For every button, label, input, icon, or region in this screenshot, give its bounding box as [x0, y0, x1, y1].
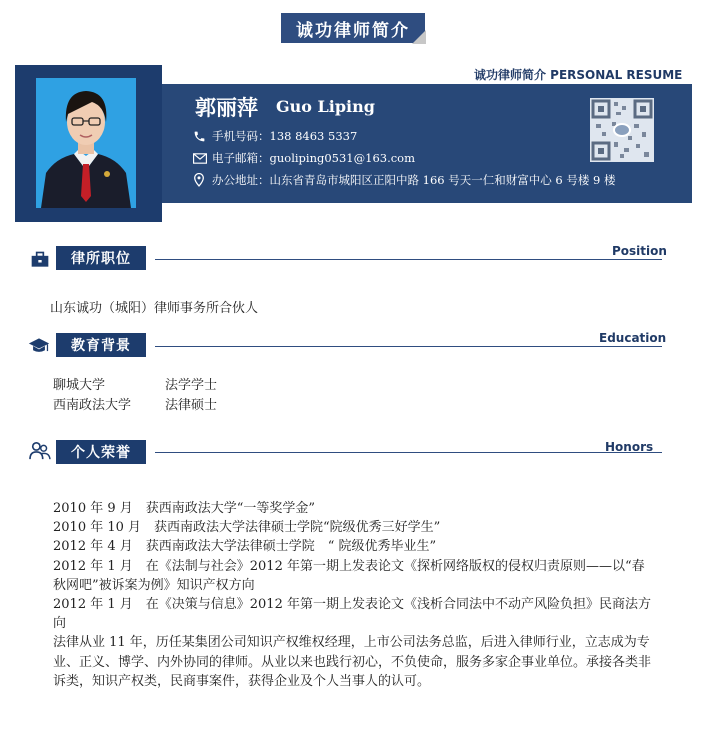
- degree-name: 法律硕士: [165, 398, 218, 413]
- qr-code[interactable]: [590, 98, 654, 162]
- school-name: 聊城大学: [53, 378, 106, 393]
- honor-item: 2012 年 4 月 获西南政法大学法律硕士学院 “ 院级优秀毕业生”: [53, 539, 437, 555]
- briefcase-icon: [30, 250, 50, 270]
- section-en-education: Education: [599, 331, 667, 345]
- users-icon: [29, 441, 49, 461]
- honor-item: 法律从业 11 年，历任某集团公司知识产权维权经理，上市公司法务总监，后进入律师行业，立志成为专业、正义、博学、内外协同的律师。从业以来也践行初心，不负使命，服务多家企事业单位。承接各类非诉类，知识产权类，民商事案件，获得企业及个人当事人的认可。: [53, 635, 652, 689]
- honor-item: 2010 年 10 月 获西南政法大学法律硕士学院“院级优秀三好学生”: [53, 520, 441, 536]
- section-rule-education: [155, 346, 662, 347]
- section-rule-position: [155, 259, 662, 260]
- education-row: [53, 374, 218, 393]
- phone-icon: [193, 129, 209, 143]
- portrait-photo: [36, 78, 136, 208]
- phone-row: [193, 128, 357, 144]
- email-row: [193, 150, 415, 166]
- page-title: 诚功律师简介: [281, 13, 425, 43]
- email-value[interactable]: guoliping0531@163.com: [269, 151, 415, 165]
- address-label: 办公地址：: [212, 173, 270, 187]
- honor-item: 2012 年 1 月 在《法制与社会》2012 年第一期上发表论文《探析网络版权的侵权归责原则——以“春秋网吧”被诉案为例》知识产权方向: [53, 558, 645, 593]
- graduation-cap-icon: [28, 336, 48, 356]
- section-title-honors: 个人荣誉: [56, 440, 146, 464]
- section-title-education: 教育背景: [56, 333, 146, 357]
- mail-icon: [193, 151, 209, 165]
- section-en-honors: Honors: [605, 440, 654, 454]
- name-english: Guo Liping: [276, 97, 375, 116]
- resume-tag: 诚功律师简介 PERSONAL RESUME: [474, 68, 683, 82]
- section-rule-honors: [155, 452, 662, 453]
- address-row: [193, 172, 616, 188]
- education-row: [53, 394, 218, 413]
- degree-name: 法学学士: [165, 378, 218, 393]
- phone-value[interactable]: 138 8463 5337: [269, 129, 358, 143]
- section-title-position: 律所职位: [56, 246, 146, 270]
- location-pin-icon: [193, 173, 209, 187]
- name-chinese: 郭丽萍: [195, 95, 258, 120]
- phone-label: 手机号码：: [212, 129, 270, 143]
- school-name: 西南政法大学: [53, 398, 132, 413]
- address-value: 山东省青岛市城阳区正阳中路 166 号天一仁和财富中心 6 号楼 9 楼: [269, 173, 616, 187]
- email-label: 电子邮箱：: [212, 151, 270, 165]
- honors-list: [53, 499, 655, 691]
- section-en-position: Position: [612, 244, 667, 258]
- position-text: 山东诚功（城阳）律师事务所合伙人: [50, 301, 259, 316]
- honor-item: 2012 年 1 月 在《决策与信息》2012 年第一期上发表论文《浅析合同法中不动产风险负担》民商法方向: [53, 597, 651, 632]
- honor-item: 2010 年 9 月 获西南政法大学“一等奖学金”: [53, 501, 316, 516]
- title-corner-fold: [412, 30, 426, 44]
